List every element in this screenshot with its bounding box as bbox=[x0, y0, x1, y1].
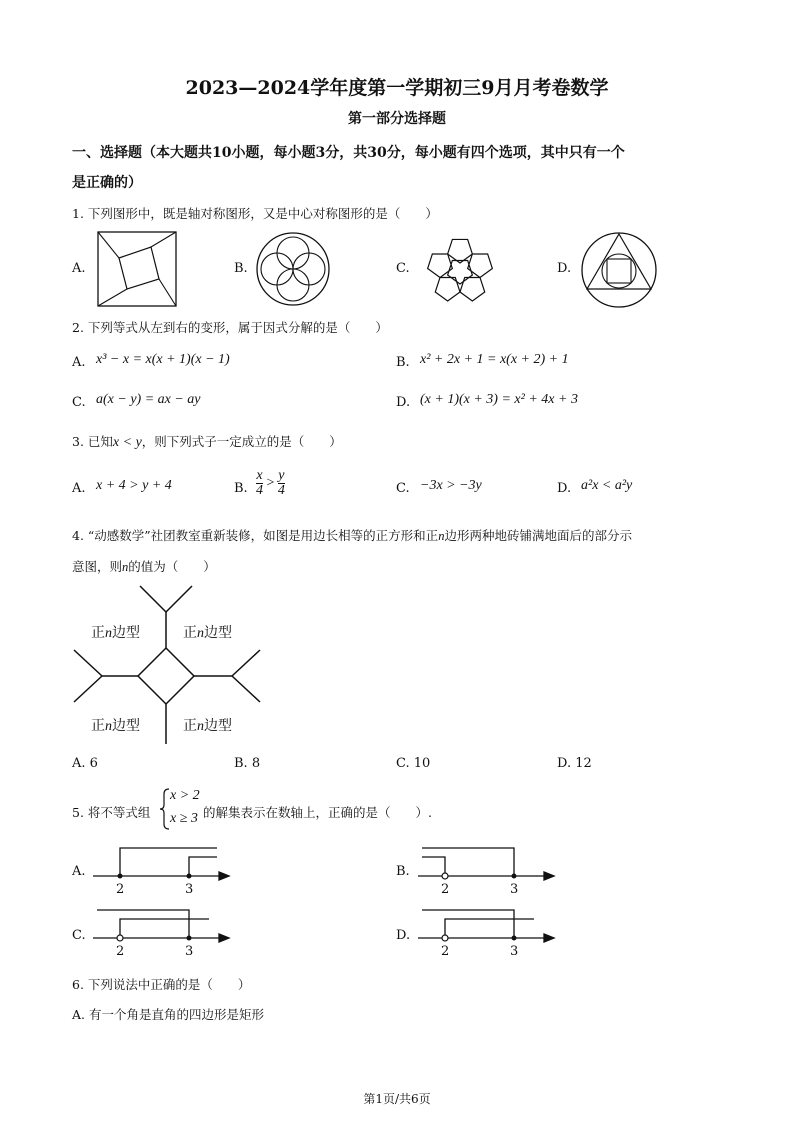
q4-line2-n: n bbox=[122, 560, 129, 574]
question-5-stem-post: 的解集表示在数轴上，正确的是（ ）. bbox=[203, 805, 432, 820]
q1-option-c-label: C. bbox=[396, 261, 410, 276]
q2-option-a-label: A. bbox=[72, 355, 86, 370]
pentagon-shape bbox=[468, 254, 493, 278]
q3-b-operator: > bbox=[266, 475, 275, 491]
question-5-stem-pre: 5. 将不等式组 bbox=[72, 805, 151, 820]
q5-numberline-c bbox=[93, 907, 233, 942]
q1-figure-d bbox=[580, 231, 658, 309]
q1-figure-a bbox=[97, 231, 177, 307]
pentagon-shape bbox=[448, 239, 473, 263]
q5-a-tick-2: 2 bbox=[116, 882, 125, 897]
section-heading-line1: 一、选择题（本大题共10小题，每小题3分，共30分，每小题有四个选项，其中只有一个 bbox=[72, 145, 625, 161]
q3-option-d-label: D. bbox=[557, 481, 572, 496]
q4-line2-post: 的值为（ ） bbox=[128, 559, 216, 574]
q3-b-frac-right: $\frac{y}{4}$ bbox=[277, 468, 285, 498]
q3-option-c-label: C. bbox=[396, 481, 410, 496]
question-4-stem-line1 bbox=[72, 526, 632, 544]
pentagon-shape bbox=[428, 254, 453, 278]
q4-line2-pre: 意图，则 bbox=[72, 559, 123, 574]
q4-option-b: B. 8 bbox=[234, 756, 261, 771]
q3-option-b-expr bbox=[256, 469, 285, 498]
q5-option-c-label: C. bbox=[72, 928, 86, 943]
exam-title: 2023—2024学年度第一学期初三9月月考卷数学 bbox=[185, 77, 609, 99]
q4-option-c: C. 10 bbox=[396, 756, 431, 771]
q5-b-tick-3: 3 bbox=[510, 882, 519, 897]
q1-option-d-label: D. bbox=[557, 261, 572, 276]
q5-c-tick-3: 3 bbox=[185, 944, 194, 959]
q2-option-b-expr: x² + 2x + 1 = x(x + 2) + 1 bbox=[420, 352, 569, 367]
q4-region-label-top-left: 正n边型 bbox=[91, 625, 140, 641]
q3-stem-math: x < y bbox=[112, 435, 142, 450]
q2-option-a-expr: x³ − x = x(x + 1)(x − 1) bbox=[96, 352, 230, 367]
q5-numberline-b bbox=[418, 845, 558, 880]
q1-figure-c bbox=[418, 231, 502, 309]
q5-d-tick-2: 2 bbox=[441, 944, 450, 959]
q4-region-label-top-right: 正n边型 bbox=[183, 625, 232, 641]
q4-option-d: D. 12 bbox=[557, 756, 592, 771]
q3-stem-pre: 3. 已知 bbox=[72, 434, 113, 449]
q2-option-c-expr: a(x − y) = ax − ay bbox=[96, 392, 201, 407]
q5-inequality-2: x ≥ 3 bbox=[170, 811, 198, 826]
q2-option-d-label: D. bbox=[396, 395, 411, 410]
q2-option-c-label: C. bbox=[72, 395, 86, 410]
q4-region-label-bottom-left: 正n边型 bbox=[91, 718, 140, 734]
question-4-stem-line2 bbox=[72, 557, 216, 575]
q4-region-label-bottom-right: 正n边型 bbox=[183, 718, 232, 734]
q5-system-brace bbox=[160, 788, 170, 830]
q5-c-tick-2: 2 bbox=[116, 944, 125, 959]
q4-line1-pre: 4. “动感数学”社团教室重新装修，如图是用边长相等的正方形和正 bbox=[72, 528, 439, 543]
q4-line1-n: n bbox=[438, 529, 445, 543]
q3-b-frac-left: $\frac{x}{4}$ bbox=[256, 468, 263, 498]
q1-option-a-label: A. bbox=[72, 261, 86, 276]
q2-option-b-label: B. bbox=[396, 355, 410, 370]
question-6-stem: 6. 下列说法中正确的是（ ） bbox=[72, 977, 251, 992]
q5-option-a-label: A. bbox=[72, 864, 86, 879]
q3-option-a-expr: x + 4 > y + 4 bbox=[96, 478, 172, 493]
q5-numberline-a bbox=[93, 845, 233, 880]
pentagon-shape bbox=[435, 278, 460, 302]
q1-figure-b bbox=[255, 231, 331, 307]
q5-option-d-label: D. bbox=[396, 928, 411, 943]
section-heading-line2: 是正确的） bbox=[72, 175, 142, 191]
question-2-stem: 2. 下列等式从左到右的变形，属于因式分解的是（ ） bbox=[72, 320, 388, 335]
q4-line1-post: 边形两种地砖铺满地面后的部分示 bbox=[444, 528, 632, 543]
q1-option-b-label: B. bbox=[234, 261, 248, 276]
q5-b-tick-2: 2 bbox=[441, 882, 450, 897]
q3-option-c-expr: −3x > −3y bbox=[420, 478, 482, 493]
q3-stem-post: ，则下列式子一定成立的是（ ） bbox=[141, 434, 342, 449]
q5-a-tick-3: 3 bbox=[185, 882, 194, 897]
q4-option-a: A. 6 bbox=[72, 756, 98, 771]
part-title: 第一部分选择题 bbox=[348, 111, 446, 127]
q2-option-d-expr: (x + 1)(x + 3) = x² + 4x + 3 bbox=[420, 392, 578, 407]
q3-option-b-label: B. bbox=[234, 481, 248, 496]
q5-numberline-d bbox=[418, 907, 558, 942]
question-1-stem: 1. 下列图形中，既是轴对称图形，又是中心对称图形的是（ ） bbox=[72, 206, 438, 221]
pentagon-shape bbox=[460, 278, 485, 302]
question-3-stem bbox=[72, 432, 342, 451]
page-footer: 第1页/共6页 bbox=[363, 1092, 431, 1106]
q5-option-b-label: B. bbox=[396, 864, 410, 879]
q5-d-tick-3: 3 bbox=[510, 944, 519, 959]
q5-inequality-1: x > 2 bbox=[170, 788, 200, 803]
q6-option-a: A. 有一个角是直角的四边形是矩形 bbox=[72, 1007, 264, 1022]
q3-option-a-label: A. bbox=[72, 481, 86, 496]
q3-option-d-expr: a²x < a²y bbox=[581, 478, 633, 493]
